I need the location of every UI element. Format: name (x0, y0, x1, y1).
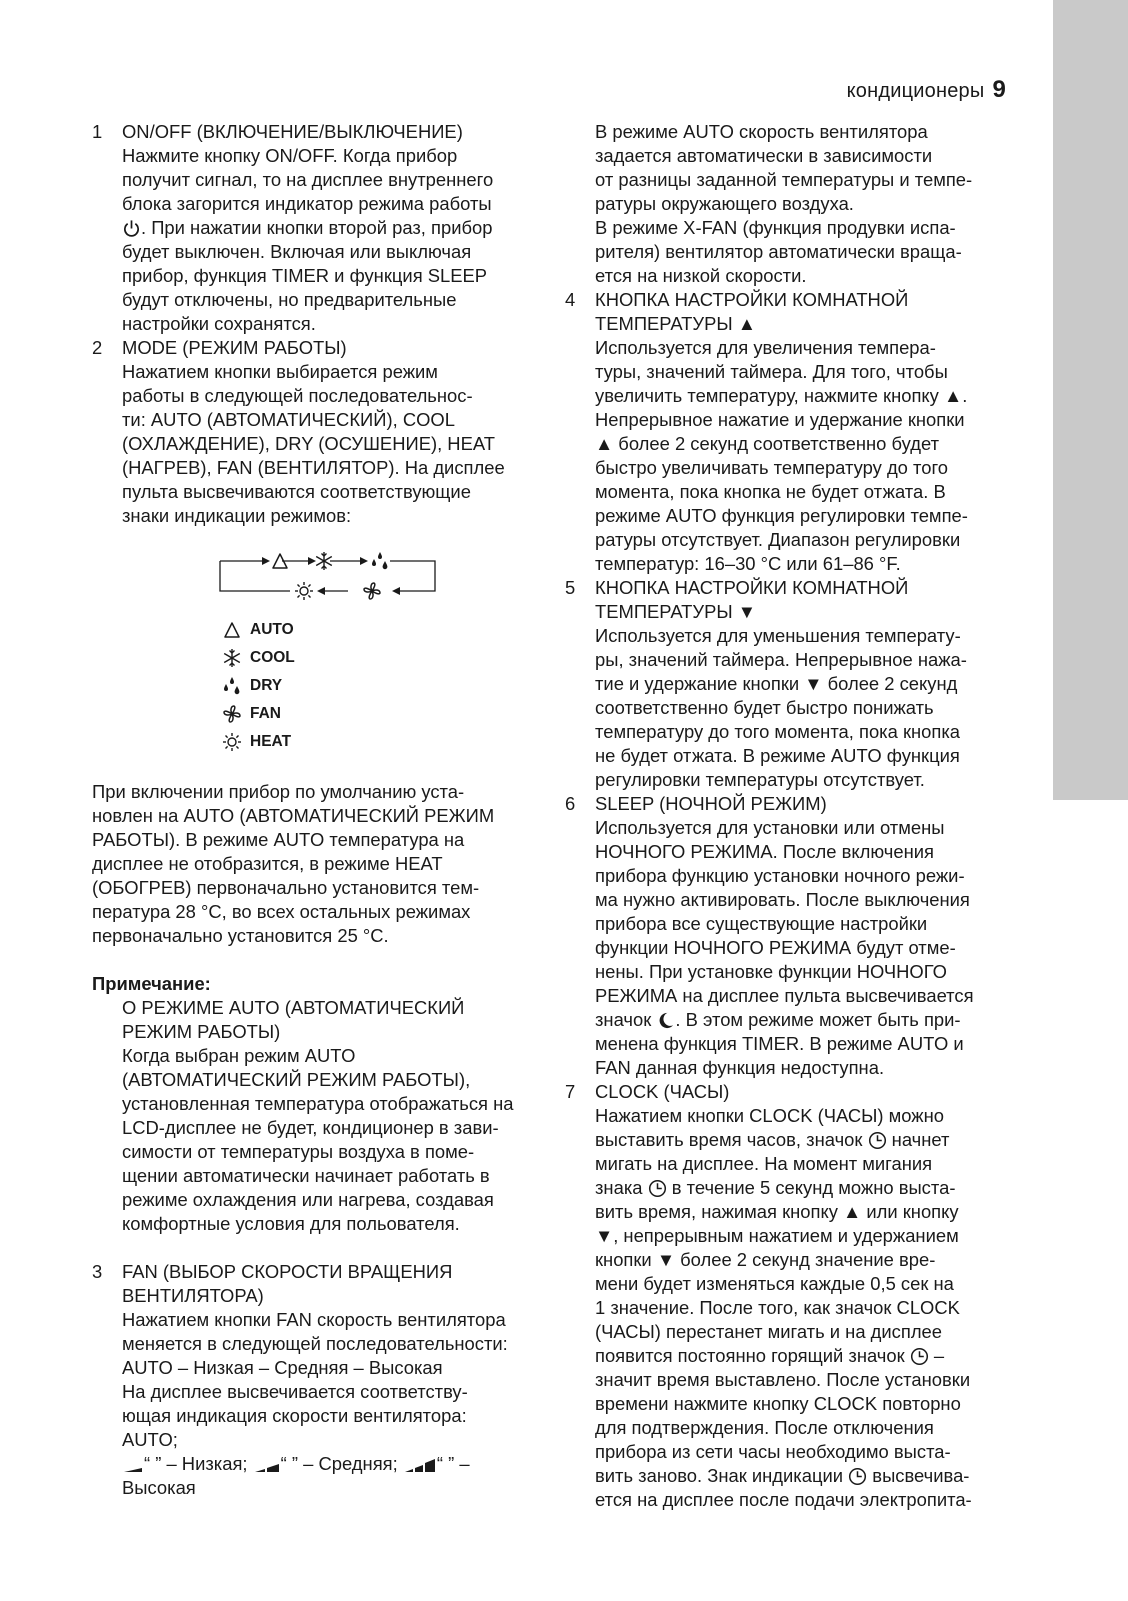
fan-speed-line (122, 1452, 547, 1476)
text-line: знаки индикации режимов: (122, 505, 352, 526)
text-line: РЕЖИМА на дисплее пульта высвечивается (595, 985, 974, 1006)
text-fragment: . При нажатии кнопки второй раз, прибор (141, 217, 493, 238)
text-line: температуру до того момента, пока кнопка (595, 721, 961, 742)
sleep-moon-icon (656, 1011, 675, 1030)
text-line: НОЧНОГО РЕЖИМА. После включения (595, 841, 934, 862)
note-title: Примечание: (92, 973, 211, 994)
item-heading: КНОПКА НАСТРОЙКИ КОМНАТНОЙ (595, 577, 909, 598)
text-line: При включении прибор по умолчанию уста- (92, 781, 465, 802)
fan-speed-high-icon (403, 1458, 437, 1474)
text-line (595, 1464, 1015, 1488)
text-line: меняется в следующей последовательности: (122, 1333, 508, 1354)
item-heading: ТЕМПЕРАТУРЫ ▲ (595, 313, 756, 334)
heat-mode-icon (222, 732, 242, 752)
text-line: (АВТОМАТИЧЕСКИЙ РЕЖИМ РАБОТЫ), (122, 1069, 471, 1090)
text-line: температур: 16–30 °C или 61–86 °F. (595, 553, 901, 574)
item-clock (565, 1080, 1015, 1512)
text-fragment: . В этом режиме может быть при- (675, 1009, 961, 1030)
text-line: Используется для уменьшения температу- (595, 625, 961, 646)
power-icon (122, 219, 141, 238)
text-line: щении автоматически начинает работать в (122, 1165, 490, 1186)
text-line: На дисплее высвечивается соответству- (122, 1381, 468, 1402)
item-fan-speed (92, 1260, 547, 1500)
text-line: ▲ более 2 секунд соответственно будет (595, 433, 939, 454)
text-line: Нажатием кнопки CLOCK (ЧАСЫ) можно (595, 1105, 944, 1126)
text-line: В режиме AUTO скорость вентилятора (595, 121, 928, 142)
text-line: ется на низкой скорости. (595, 265, 807, 286)
text-line: настройки сохранятся. (122, 313, 316, 334)
legend-row-heat (222, 728, 547, 756)
text-line: прибора функцию установки ночного режи- (595, 865, 965, 886)
item-heading: КНОПКА НАСТРОЙКИ КОМНАТНОЙ (595, 289, 909, 310)
text-line: ма нужно активировать. После выключения (595, 889, 970, 910)
item-number: 4 (565, 289, 576, 310)
text-line: быстро увеличивать температуру до того (595, 457, 948, 478)
auto-mode-icon (222, 620, 242, 640)
text-line: будут отключены, но предварительные (122, 289, 457, 310)
text-line: ▼, непрерывным нажатием и удержанием (595, 1225, 959, 1246)
text-line: AUTO; (122, 1429, 178, 1450)
section-side-tab (1053, 0, 1128, 800)
item-heading: FAN (ВЫБОР СКОРОСТИ ВРАЩЕНИЯ (122, 1261, 453, 1282)
text-line: Высокая (122, 1477, 196, 1498)
item-heading: CLOCK (ЧАСЫ) (595, 1081, 730, 1102)
text-line: комфортные условия для польователя. (122, 1213, 460, 1234)
text-line: блока загорится индикатор режима работы (122, 193, 492, 214)
item-heading: ТЕМПЕРАТУРЫ ▼ (595, 601, 756, 622)
text-line: режиме AUTO функция регулировки темпе- (595, 505, 968, 526)
heat-mode-icon (295, 582, 313, 600)
item-heading: ВЕНТИЛЯТОРА) (122, 1285, 264, 1306)
clock-icon (910, 1347, 929, 1366)
clock-icon (648, 1179, 667, 1198)
mode-cycle-diagram (190, 546, 490, 606)
text-line: дисплее не отобразится, в режиме HEAT (92, 853, 443, 874)
text-line (122, 216, 547, 240)
text-line: рителя) вентилятор автоматически враща- (595, 241, 962, 262)
item-on-off (92, 120, 547, 336)
text-line: мигать на дисплее. На момент мигания (595, 1153, 933, 1174)
text-line: AUTO – Низкая – Средняя – Высокая (122, 1357, 443, 1378)
text-line: прибор, функция TIMER и функция SLEEP (122, 265, 488, 286)
clock-icon (868, 1131, 887, 1150)
text-line: туры, значений таймера. Для того, чтобы (595, 361, 948, 382)
note-body (92, 996, 547, 1236)
text-line: момента, пока кнопка не будет отжата. В (595, 481, 946, 502)
text-line: Используется для установки или отмены (595, 817, 945, 838)
page-number: 9 (992, 76, 1006, 103)
item-number: 7 (565, 1081, 576, 1102)
text-line: кнопки ▼ более 2 секунд значение вре- (595, 1249, 936, 1270)
text-line: 1 значение. После того, как значок CLOCK (595, 1297, 960, 1318)
text-line: Когда выбран режим AUTO (122, 1045, 356, 1066)
item-sleep (565, 792, 1015, 1080)
text-line: первоначально установится 25 °C. (92, 925, 389, 946)
text-line: задается автоматически в зависимости (595, 145, 933, 166)
text-line: ти: AUTO (АВТОМАТИЧЕСКИЙ), COOL (122, 409, 455, 430)
cool-mode-icon (316, 552, 332, 570)
text-line: мени будет изменяться каждые 0,5 сек на (595, 1273, 954, 1294)
speed-mid-label: “ ” – Средняя; (280, 1453, 398, 1474)
speed-low-label: “ ” – Низкая; (144, 1453, 248, 1474)
text-line: не будет отжата. В режиме AUTO функция (595, 745, 960, 766)
legend-label: FAN (250, 705, 281, 722)
legend-label: DRY (250, 677, 283, 694)
fan-speed-mid-icon (253, 1460, 281, 1474)
text-line: тие и удержание кнопки ▼ более 2 секунд (595, 673, 958, 694)
text-fragment: значок (595, 1009, 652, 1030)
speed-high-label: “ ” – (436, 1453, 470, 1474)
text-line: Нажатием кнопки выбирается режим (122, 361, 438, 382)
text-line: Непрерывное нажатие и удержание кнопки (595, 409, 965, 430)
text-line: для подтверждения. После отключения (595, 1417, 934, 1438)
clock-icon (848, 1467, 867, 1486)
text-fragment: – (928, 1345, 945, 1366)
page-header (847, 76, 1006, 104)
item-number: 3 (92, 1261, 103, 1282)
item-number: 1 (92, 121, 103, 142)
default-mode-paragraph (92, 780, 547, 948)
item-fan-speed-continued (565, 120, 1015, 288)
text-line: пульта высвечиваются соответствующие (122, 481, 471, 502)
mode-legend (222, 616, 547, 756)
legend-label: AUTO (250, 621, 294, 638)
item-heading: MODE (РЕЖИМ РАБОТЫ) (122, 337, 347, 358)
text-fragment: знака (595, 1177, 643, 1198)
text-fragment: начнет (886, 1129, 950, 1150)
dry-mode-icon (222, 676, 242, 696)
text-line: вить время, нажимая кнопку ▲ или кнопку (595, 1201, 959, 1222)
text-line: значит время выставлено. После установки (595, 1369, 971, 1390)
legend-row-cool (222, 644, 547, 672)
legend-row-fan (222, 700, 547, 728)
text-fragment: появится постоянно горящий значок (595, 1345, 905, 1366)
item-heading: SLEEP (НОЧНОЙ РЕЖИМ) (595, 793, 827, 814)
text-line: Нажатием кнопки FAN скорость вентилятора (122, 1309, 506, 1330)
text-line (595, 1008, 1015, 1032)
text-line (595, 1128, 1015, 1152)
text-line: (ЧАСЫ) перестанет мигать и на дисплее (595, 1321, 943, 1342)
legend-label: COOL (250, 649, 295, 666)
text-line (595, 1344, 1015, 1368)
legend-label: HEAT (250, 733, 292, 750)
text-fragment: вить заново. Знак индикации (595, 1465, 844, 1486)
item-number: 2 (92, 337, 103, 358)
item-heading: ON/OFF (ВКЛЮЧЕНИЕ/ВЫКЛЮЧЕНИЕ) (122, 121, 463, 142)
text-line: пература 28 °C, во всех остальных режимах (92, 901, 471, 922)
text-line: ющая индикация скорости вентилятора: (122, 1405, 467, 1426)
text-line: LCD-дисплее не будет, кондиционер в зави- (122, 1117, 499, 1138)
text-line: будет выключен. Включая или выключая (122, 241, 472, 262)
text-line (595, 1176, 1015, 1200)
right-column (565, 120, 1015, 1512)
text-line: от разницы заданной температуры и темпе- (595, 169, 973, 190)
text-line: времени нажмите кнопку CLOCK повторно (595, 1393, 961, 1414)
legend-row-dry (222, 672, 547, 700)
text-line: режиме охлаждения или нагрева, создавая (122, 1189, 494, 1210)
item-temp-down (565, 576, 1015, 792)
text-line: ры, значений таймера. Непрерывное нажа- (595, 649, 967, 670)
text-line: менена функция TIMER. В режиме AUTO и (595, 1033, 964, 1054)
text-line: ратуры окружающего воздуха. (595, 193, 854, 214)
fan-mode-icon (364, 583, 380, 599)
item-mode (92, 336, 547, 756)
text-line: регулировки температуры отсутствует. (595, 769, 925, 790)
text-line: В режиме X-FAN (функция продувки испа- (595, 217, 956, 238)
item-temp-up (565, 288, 1015, 576)
item-number: 6 (565, 793, 576, 814)
dry-mode-icon (372, 552, 387, 569)
fan-mode-icon (222, 704, 242, 724)
text-line: прибора все существующие настройки (595, 913, 928, 934)
header-title: кондиционеры (846, 80, 985, 102)
text-line: Используется для увеличения темпера- (595, 337, 936, 358)
text-line: новлен на AUTO (АВТОМАТИЧЕСКИЙ РЕЖИМ (92, 805, 495, 826)
text-line: ется на дисплее после подачи электропита- (595, 1489, 972, 1510)
text-line: РЕЖИМ РАБОТЫ) (122, 1021, 281, 1042)
text-line: работы в следующей последовательнос- (122, 385, 473, 406)
text-line: соответственно будет быстро понижать (595, 697, 934, 718)
text-line: Нажмите кнопку ON/OFF. Когда прибор (122, 145, 458, 166)
text-line: (НАГРЕВ), FAN (ВЕНТИЛЯТОР). На дисплее (122, 457, 505, 478)
legend-row-auto (222, 616, 547, 644)
left-column (92, 120, 547, 1500)
text-fragment: выставить время часов, значок (595, 1129, 863, 1150)
text-line: (ОБОГРЕВ) первоначально установится тем- (92, 877, 480, 898)
fan-speed-low-icon (122, 1460, 144, 1474)
text-line: увеличить температуру, нажмите кнопку ▲. (595, 385, 968, 406)
item-number: 5 (565, 577, 576, 598)
text-line: О РЕЖИМЕ AUTO (АВТОМАТИЧЕСКИЙ (122, 997, 465, 1018)
text-line: ратуры отсутствует. Диапазон регулировки (595, 529, 961, 550)
text-line: получит сигнал, то на дисплее внутреннего (122, 169, 494, 190)
text-fragment: высвечива- (867, 1465, 970, 1486)
text-line: функции НОЧНОГО РЕЖИМА будут отме- (595, 937, 956, 958)
text-line: РАБОТЫ). В режиме AUTO температура на (92, 829, 465, 850)
cool-mode-icon (222, 648, 242, 668)
text-line: нены. При установке функции НОЧНОГО (595, 961, 947, 982)
text-line: симости от температуры воздуха в поме- (122, 1141, 475, 1162)
text-fragment: в течение 5 секунд можно выста- (666, 1177, 956, 1198)
text-line: установленная температура отображаться на (122, 1093, 514, 1114)
text-line: (ОХЛАЖДЕНИЕ), DRY (ОСУШЕНИЕ), HEAT (122, 433, 495, 454)
text-line: FAN данная функция недоступна. (595, 1057, 885, 1078)
text-line: прибора из сети часы необходимо выста- (595, 1441, 951, 1462)
